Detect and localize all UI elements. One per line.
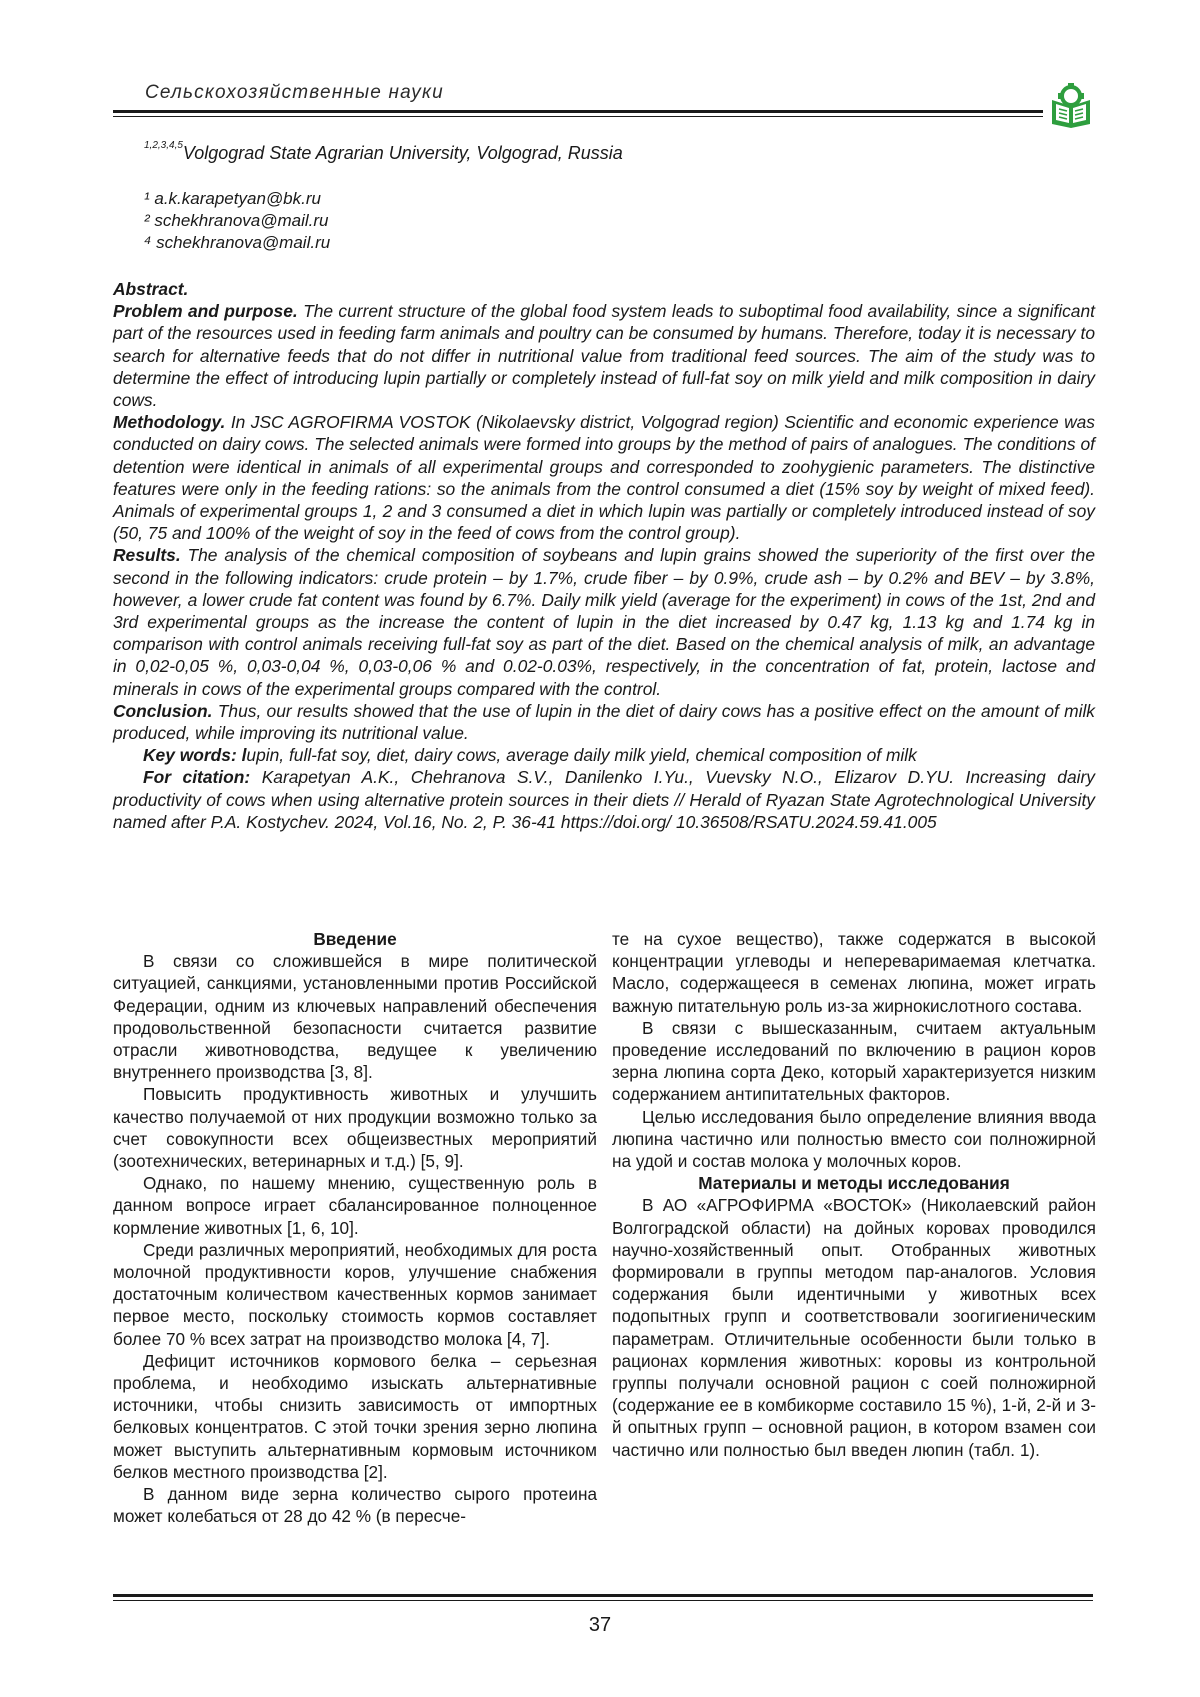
methods-heading: Материалы и методы исследования	[698, 1173, 1010, 1194]
email-1[interactable]: ¹ a.k.karapetyan@bk.ru	[144, 189, 321, 208]
keywords-text: upin, full-fat soy, diet, dairy cows, average daily milk yield, chemical composition of milk	[246, 745, 917, 766]
methodology-label: Methodology.	[113, 412, 226, 433]
header-rule	[113, 110, 1043, 113]
keywords-label: Key words: l	[143, 745, 247, 766]
intro-paragraph-5: Дефицит источников кормового белка – серьезная проблема, и необходимо изыскать альтернативные источники, чтобы снизить зависимость от импортных белковых концентратов. С этой точки зрения зерно люпина может выступить альтернативным кормовым источником белков местного производства [2].	[113, 1350, 597, 1482]
abstract	[113, 278, 1095, 833]
results-text: The analysis of the chemical composition of soybeans and lupin grains showed the superiority of the first over the second in the following indicators: crude protein – by 1.7%, crude fiber – by 0.9%, crude ash – by 0.2% and BEV – by 3.8%, however, a lower crude fat content was found by 6.7%. Daily milk yield (average for the experiment) in cows of the 1st, 2nd and 3rd experimental groups as the increase the content of lupin in the diet increased by 0.47 kg, 1.13 kg and 1.74 kg in comparison with control animals receiving full-fat soy as part of the diet. Based on the chemical analysis of milk, an advantage in 0,02-0,05 %, 0,03-0,04 %, 0,03-0,06 % and 0.02-0.03%, respectively, in the concentration of fat, protein, lactose and minerals in cows of the experimental groups compared with the control.	[113, 545, 1095, 699]
footer-rule-thin	[113, 1600, 1093, 1601]
affiliation	[144, 140, 623, 164]
intro-paragraph-1: В связи со сложившейся в мире политической ситуацией, санкциями, установленными против Российской Федерации, одним из ключевых направлений обеспечения продовольственной безопасности считается развитие отрасли животноводства, ведущее к увеличению внутреннего производства [3, 8].	[113, 951, 597, 1083]
citation-text: Karapetyan A.K., Chehranova S.V., Danilenko I.Yu., Vuevsky N.O., Elizarov D.YU. Increasing dairy productivity of cows when using alternative protein sources in their diets // Herald of Ryazan State Agrotechnological University named after P.A. Kostychev. 2024, Vol.16, No. 2, P. 36-41 https://doi.org/ 10.36508/RSATU.2024.59.41.005	[113, 767, 1095, 832]
methods-paragraph-1: В АО «АГРОФИРМА «ВОСТОК» (Николаевский район Волгоградской области) на дойных коровах проводился научно-хозяйственный опыт. Отобранных животных формировали в группы методом пар-аналогов. Условия содержания были идентичными у животных всех подопытных групп и соответствовали зоогигиеническим параметрам. Отличительные особенности были только в рационах кормления животных: коровы из контрольной группы получали основной рацион с соей полножирной (содержание ее в комбикорме составило 15 %), 1-й, 2-й и 3-й опытных групп – основной рацион, в котором взамен сои частично или полностью был введен люпин (табл. 1).	[612, 1195, 1096, 1460]
footer-rule	[113, 1594, 1093, 1597]
intro-paragraph-8: Целью исследования было определение влияния ввода люпина частично или полностью вместо сои полножирной на удой и состав молока у молочных коров.	[612, 1106, 1096, 1172]
email-2[interactable]: ² schekhranova@mail.ru	[144, 211, 329, 230]
problem-label: Problem and purpose.	[113, 301, 298, 322]
affiliation-text: Volgograd State Agrarian University, Volgograd, Russia	[182, 143, 623, 163]
abstract-heading: Abstract.	[113, 279, 189, 299]
intro-paragraph-6: В данном виде зерна количество сырого протеина может колебаться от 28 до 42 % (в пересче-	[113, 1484, 597, 1527]
running-header	[113, 78, 1093, 130]
page-number: 37	[588, 1614, 612, 1636]
conclusion-label: Conclusion.	[113, 700, 213, 721]
journal-logo-icon	[1048, 82, 1094, 128]
left-column	[113, 928, 597, 1527]
email-list	[144, 188, 330, 254]
journal-section-title: Сельскохозяйственные науки	[145, 82, 444, 103]
introduction-heading: Введение	[313, 929, 397, 949]
affiliation-superscript: 1,2,3,4,5	[144, 140, 183, 151]
email-4[interactable]: ⁴ schekhranova@mail.ru	[144, 233, 331, 252]
intro-paragraph-6-continued: те на сухое вещество), также содержатся в высокой концентрации углеводы и непереваримаемая клетчатка. Масло, содержащееся в семенах люпина, может играть важную питательную роль из-за жирнокислотного состава.	[612, 929, 1096, 1016]
right-column	[612, 928, 1096, 1461]
citation-label: For citation:	[143, 767, 251, 788]
intro-paragraph-4: Среди различных мероприятий, необходимых для роста молочной продуктивности коров, улучшение снабжения достаточным количеством качественных кормов занимает первое место, поскольку стоимость кормов составляет более 70 % всех затрат на производство молока [4, 7].	[113, 1239, 597, 1349]
results-label: Results.	[113, 545, 181, 566]
conclusion-text: Thus, our results showed that the use of lupin in the diet of dairy cows has a positive effect on the amount of milk produced, while improving its nutritional value.	[113, 700, 1095, 744]
intro-paragraph-2: Повысить продуктивность животных и улучшить качество получаемой от них продукции возможно только за счет совокупности всех общеизвестных мероприятий (зоотехнических, ветеринарных и т.д.) [5, 9].	[113, 1084, 597, 1172]
intro-paragraph-7: В связи с вышесказанным, считаем актуальным проведение исследований по включению в рацион коров зерна люпина сорта Деко, который характеризуется низким содержанием антипитательных факторов.	[612, 1017, 1096, 1105]
intro-paragraph-3: Однако, по нашему мнению, существенную роль в данном вопросе играет сбалансированное полноценное кормление животных [1, 6, 10].	[113, 1173, 597, 1238]
methodology-text: In JSC AGROFIRMA VOSTOK (Nikolaevsky district, Volgograd region) Scientific and economic experience was conducted on dairy cows. The selected animals were formed into groups by the method of pairs of analogues. The conditions of detention were identical in animals of all experimental groups and corresponded to zoohygienic parameters. The distinctive features were only in the feeding rations: so the animals from the control consumed a diet (15% soy by weight of mixed feed). Animals of experimental groups 1, 2 and 3 consumed a diet in which lupin was partially or completely introduced instead of soy (50, 75 and 100% of the weight of soy in the feed of cows from the control group).	[113, 412, 1095, 544]
header-rule-thin	[113, 116, 1043, 117]
problem-text: The current structure of the global food system leads to suboptimal food availability, since a significant part of the resources used in feeding farm animals and poultry can be consumed by humans. Therefore, today it is necessary to search for alternative feeds that do not differ in nutritional value from traditional feed sources. The aim of the study was to determine the effect of introducing lupin partially or completely instead of full-fat soy on milk yield and milk composition in dairy cows.	[113, 301, 1095, 411]
